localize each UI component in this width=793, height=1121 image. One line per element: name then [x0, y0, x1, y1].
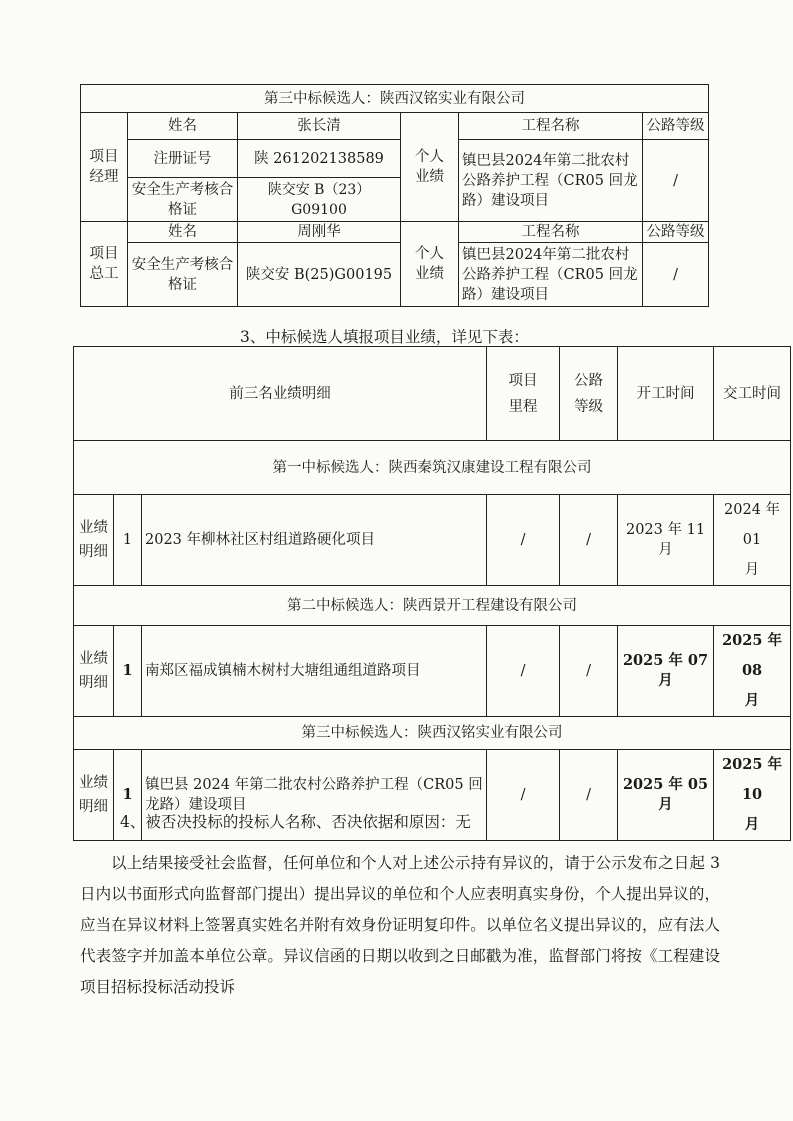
group-3-mileage: /	[487, 750, 560, 841]
notice-paragraph: 以上结果接受社会监督，任何单位和个人对上述公示持有异议的，请于公示发布之日起 3 日内以书面形式向监督部门提出）提出异议的单位和个人应表明真实身份，个人提出异议的，应当在异议材料上签署真实姓名并附有效身份证明复印件。以单位名义提出异议的，应有法人代表签字并加盖本单位公章。异议信函的日期以收到之日邮戳为准，监督部门将按《工程建设项目招标投标活动投诉	[80, 854, 720, 996]
header-end-date: 交工时间	[714, 347, 791, 441]
manager-safety-cert-value: 陕交安 B（23）G09100	[238, 178, 401, 222]
manager-name-value: 张长清	[238, 113, 401, 140]
group-1-label: 业绩 明细	[74, 495, 114, 586]
manager-project-name-label: 工程名称	[459, 113, 643, 140]
group-1-mileage: /	[487, 495, 560, 586]
candidate-three-personnel-table	[80, 84, 709, 307]
header-detail: 前三名业绩明细	[74, 347, 487, 441]
group-2-end: 2025 年 08 月	[714, 626, 791, 717]
engineer-grade-label: 公路等级	[643, 222, 709, 243]
group-3-end: 2025 年 10 月	[714, 750, 791, 841]
section-3-title: 3、中标候选人填报项目业绩，详见下表：	[240, 328, 529, 346]
group-2-project: 南郑区福成镇楠木树村大塘组通组道路项目	[142, 626, 487, 717]
group-2-label: 业绩 明细	[74, 626, 114, 717]
engineer-role-label: 项目 总工	[81, 222, 128, 307]
group-2-grade: /	[560, 626, 618, 717]
header-grade: 公路 等级	[560, 347, 618, 441]
candidate-header: 第三中标候选人：陕西汉铭实业有限公司	[81, 85, 709, 113]
manager-role-label: 项目 经理	[81, 113, 128, 222]
group-3-label: 业绩 明细	[74, 750, 114, 841]
engineer-grade: /	[643, 243, 709, 307]
group-1-project: 2023 年柳林社区村组道路硬化项目	[142, 495, 487, 586]
group-2-candidate: 第二中标候选人：陕西景开工程建设有限公司	[74, 586, 791, 626]
group-1-candidate: 第一中标候选人：陕西秦筑汉康建设工程有限公司	[74, 441, 791, 495]
header-mileage: 项目 里程	[487, 347, 560, 441]
engineer-performance-label: 个人 业绩	[401, 222, 459, 307]
group-2-start: 2025 年 07 月	[618, 626, 714, 717]
group-1-start: 2023 年 11 月	[618, 495, 714, 586]
header-start-date: 开工时间	[618, 347, 714, 441]
manager-name-label: 姓名	[128, 113, 238, 140]
group-2-index: 1	[114, 626, 142, 717]
engineer-safety-cert-label: 安全生产考核合格证	[128, 243, 238, 307]
manager-grade: /	[643, 140, 709, 222]
group-3-grade: /	[560, 750, 618, 841]
engineer-project-name: 镇巴县2024年第二批农村公路养护工程（CR05 回龙路）建设项目	[459, 243, 643, 307]
group-3-start: 2025 年 05 月	[618, 750, 714, 841]
engineer-name-value: 周刚华	[238, 222, 401, 243]
engineer-safety-cert-value: 陕交安 B(25)G00195	[238, 243, 401, 307]
manager-safety-cert-label: 安全生产考核合格证	[128, 178, 238, 222]
manager-project-name: 镇巴县2024年第二批农村公路养护工程（CR05 回龙路）建设项目	[459, 140, 643, 222]
manager-registration-value: 陕 261202138589	[238, 140, 401, 178]
engineer-name-label: 姓名	[128, 222, 238, 243]
group-1-grade: /	[560, 495, 618, 586]
group-3-index: 1	[114, 750, 142, 841]
candidate-performance-table	[73, 346, 791, 841]
group-1-end: 2024 年 01 月	[714, 495, 791, 586]
manager-grade-label: 公路等级	[643, 113, 709, 140]
manager-performance-label: 个人 业绩	[401, 113, 459, 222]
group-1-index: 1	[114, 495, 142, 586]
group-3-project: 镇巴县 2024 年第二批农村公路养护工程（CR05 回龙路）建设项目	[142, 750, 487, 841]
manager-registration-label: 注册证号	[128, 140, 238, 178]
group-3-candidate: 第三中标候选人：陕西汉铭实业有限公司	[74, 717, 791, 750]
group-2-mileage: /	[487, 626, 560, 717]
section-4-text: 4、被否决投标的投标人名称、否决依据和原因：无	[120, 813, 471, 831]
engineer-project-name-label: 工程名称	[459, 222, 643, 243]
